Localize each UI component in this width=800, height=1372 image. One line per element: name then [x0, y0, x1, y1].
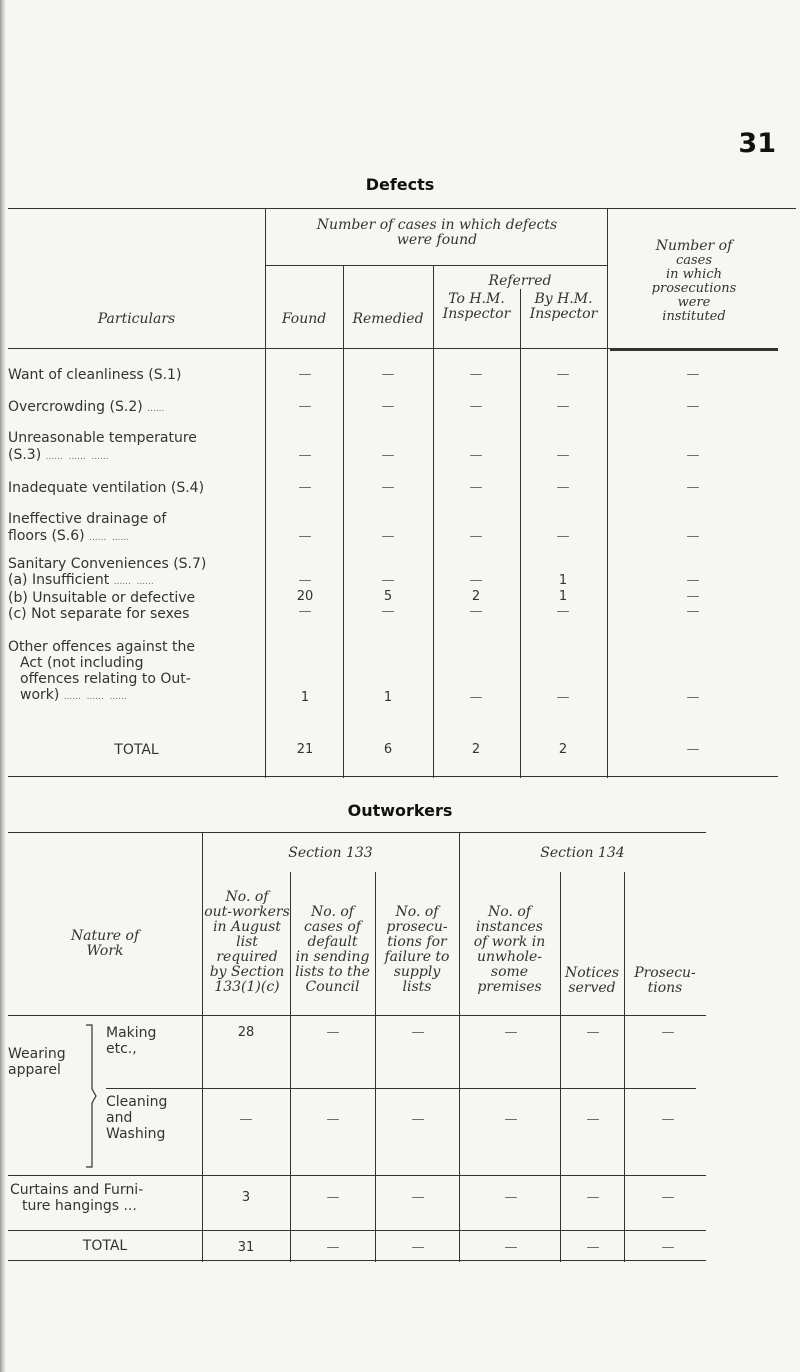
- page-binding-edge: [0, 0, 6, 1372]
- header-prosecutions: Prosecu- tions: [634, 965, 696, 996]
- table-row: Overcrowding (S.2) ...... — — — — —: [8, 399, 796, 417]
- total-label: TOTAL: [114, 742, 159, 758]
- row-label: Making etc.,: [106, 1025, 157, 1057]
- table-row: Other offences against the Act (not including offences relating to Out- work) ...... ...... ...... 1 1 — — —: [8, 639, 700, 705]
- row-label: Other offences against the Act (not including offences relating to Out- work) ...... ...... ......: [8, 639, 195, 703]
- row-label: Curtains and Furni- ture hangings ...: [10, 1182, 144, 1214]
- header-prosecutions-lists: No. of prosecu- tions for failure to supply lists: [384, 904, 450, 995]
- row-label: Inadequate ventilation (S.4): [8, 480, 205, 496]
- group-brace: [84, 1023, 98, 1169]
- header-section-133: Section 133: [288, 845, 373, 861]
- total-label: TOTAL: [82, 1238, 128, 1254]
- header-section-134: Section 134: [540, 845, 625, 861]
- header-prosecutions: Number of cases in which prosecutions were instituted: [651, 238, 737, 324]
- header-notices-served: Notices served: [564, 965, 620, 996]
- row-label: Sanitary Conveniences (S.7) (a) Insufficient ...... ...... (b) Unsuitable or defective (c) Not separate for sexes: [8, 556, 207, 622]
- table-row: Sanitary Conveniences (S.7) (a) Insufficient ...... ...... (b) Unsuitable or defective (c) Not separate for sexes — — — 1 — 20 5 2 1 — — — — — —: [8, 556, 700, 622]
- row-label: Unreasonable temperature (S.3) ...... ...... ......: [8, 430, 197, 463]
- header-outworkers-list: No. of out-workers in August list required by Section 133(1)(c): [204, 889, 290, 995]
- header-referred: Referred: [488, 273, 552, 289]
- header-remedied: Remedied: [352, 311, 424, 327]
- defects-table: [8, 208, 796, 780]
- table-row: Ineffective drainage of floors (S.6) ...... ...... — — — — —: [8, 511, 796, 547]
- page-number: 31: [738, 128, 776, 159]
- table-row: Inadequate ventilation (S.4) — — — — —: [8, 480, 700, 496]
- table-row: Unreasonable temperature (S.3) ...... ...... ...... — — — — —: [8, 430, 796, 466]
- row-label: Overcrowding (S.2) ......: [8, 399, 165, 415]
- row-label: Want of cleanliness (S.1): [8, 367, 182, 383]
- header-to-hm: To H.M. Inspector: [442, 291, 511, 322]
- table-row: Want of cleanliness (S.1) — — — — —: [8, 367, 700, 383]
- defects-heading: Defects: [365, 175, 435, 194]
- header-by-hm: By H.M. Inspector: [529, 291, 598, 322]
- outworkers-table: Section 133 Section 134 Nature of Work No. of out-workers in August list required by Section 133(1)(c) No. of cases of default in sending lists to the Council No. of prosecu- tions for failure to supply lists No. of instances of work in unwhole- some premises Notices served Prosecu- tions Wearing apparel Making etc., 28 — — — — — Cleaning and Washing — — — — — — Curtains and Furni- ture hangings ... 3 — — — — — TOTAL 31 — — — — —: [8, 832, 796, 1262]
- header-particulars: Particulars: [97, 311, 176, 327]
- header-cases-found: Number of cases in which defects were found: [316, 217, 558, 248]
- header-nature-of-work: Nature of Work: [70, 928, 140, 959]
- row-label: Ineffective drainage of floors (S.6) ...... ......: [8, 511, 167, 544]
- header-default-cases: No. of cases of default in sending lists to the Council: [295, 904, 370, 995]
- wearing-apparel-label: Wearing apparel: [8, 1046, 66, 1078]
- total-row: TOTAL 21 6 2 2 —: [8, 742, 796, 760]
- outworkers-heading: Outworkers: [347, 801, 453, 820]
- header-unwholesome-instances: No. of instances of work in unwhole- some premises: [473, 904, 546, 995]
- header-found: Found: [281, 311, 327, 327]
- row-label: Cleaning and Washing: [106, 1094, 168, 1142]
